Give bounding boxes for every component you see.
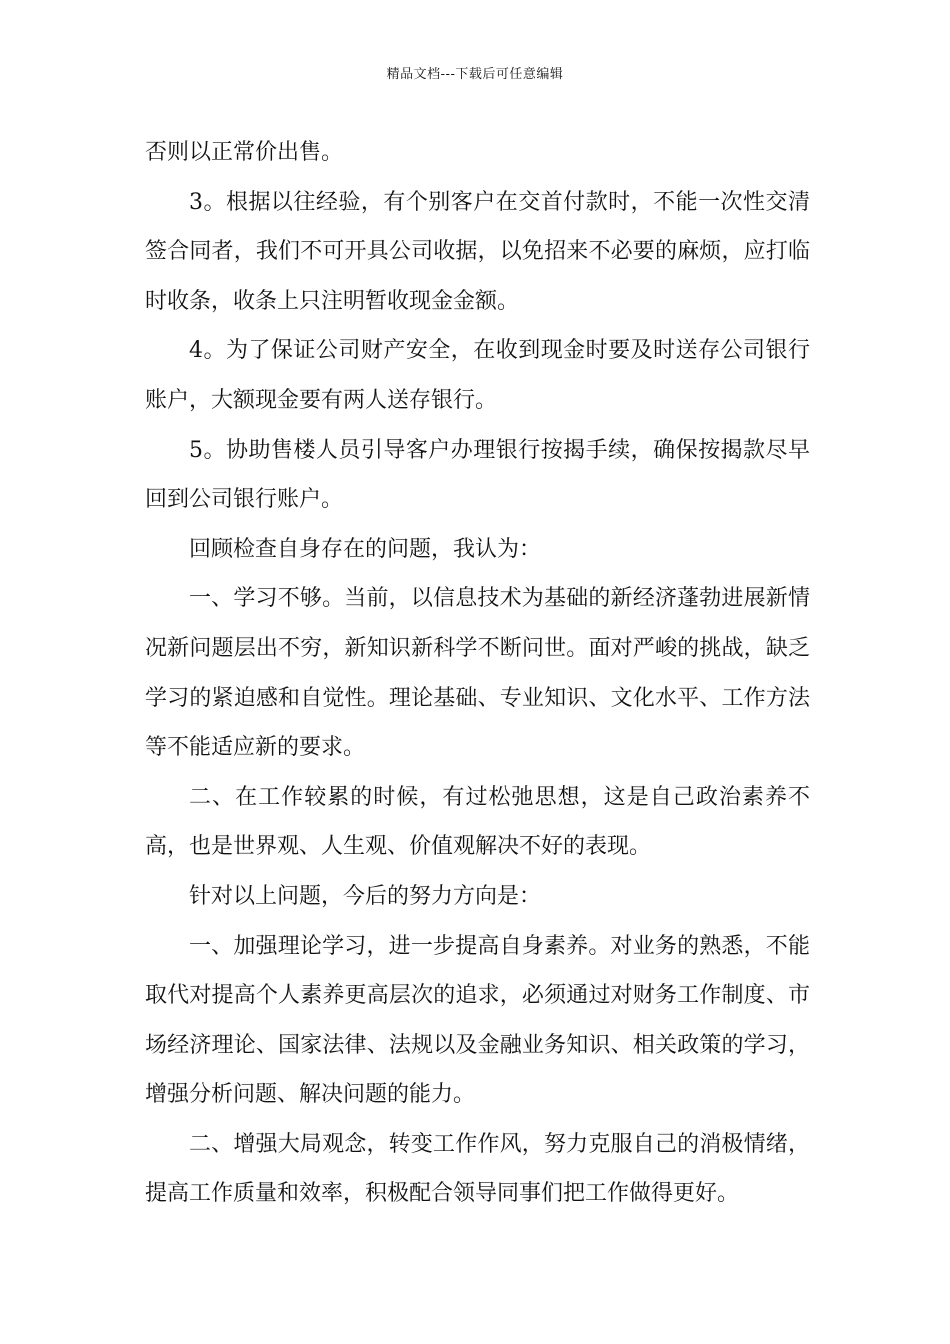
paragraph-item-3: 3。根据以往经验，有个别客户在交首付款时，不能一次性交清签合同者，我们不可开具公司收据，以免招来不必要的麻烦，应打临时收条，收条上只注明暂收现金金额。	[145, 189, 810, 314]
paragraph-problem-2: 二、在工作较累的时候，有过松弛思想，这是自己政治素养不高，也是世界观、人生观、价值观解决不好的表现。	[145, 784, 810, 860]
paragraph-direction-intro: 针对以上问题，今后的努力方向是：	[189, 883, 542, 909]
paragraph-item-5: 5。协助售楼人员引导客户办理银行按揭手续，确保按揭款尽早回到公司银行账户。	[145, 437, 810, 513]
paragraph-problem-1: 一、学习不够。当前，以信息技术为基础的新经济蓬勃进展新情况新问题层出不穷，新知识新科学不断问世。面对严峻的挑战，缺乏学习的紧迫感和自觉性。理论基础、专业知识、文化水平、工作方法等不能适应新的要求。	[145, 586, 810, 761]
page-header: 精品文档---下载后可任意编辑	[386, 67, 564, 82]
document-body	[145, 128, 810, 1219]
paragraph-item-4: 4。为了保证公司财产安全，在收到现金时要及时送存公司银行账户，大额现金要有两人送存银行。	[145, 338, 810, 413]
paragraph-continuation: 否则以正常价出售。	[145, 140, 344, 165]
paragraph-direction-2: 二、增强大局观念，转变工作作风，努力克服自己的消极情绪，提高工作质量和效率，积极配合领导同事们把工作做得更好。	[145, 1131, 810, 1207]
paragraph-problems-intro: 回顾检查自身存在的问题，我认为：	[189, 536, 542, 562]
paragraph-direction-1: 一、加强理论学习，进一步提高自身素养。对业务的熟悉，不能取代对提高个人素养更高层次的追求，必须通过对财务工作制度、市场经济理论、国家法律、法规以及金融业务知识、相关政策的学习，增强分析问题、解决问题的能力。	[145, 933, 810, 1108]
